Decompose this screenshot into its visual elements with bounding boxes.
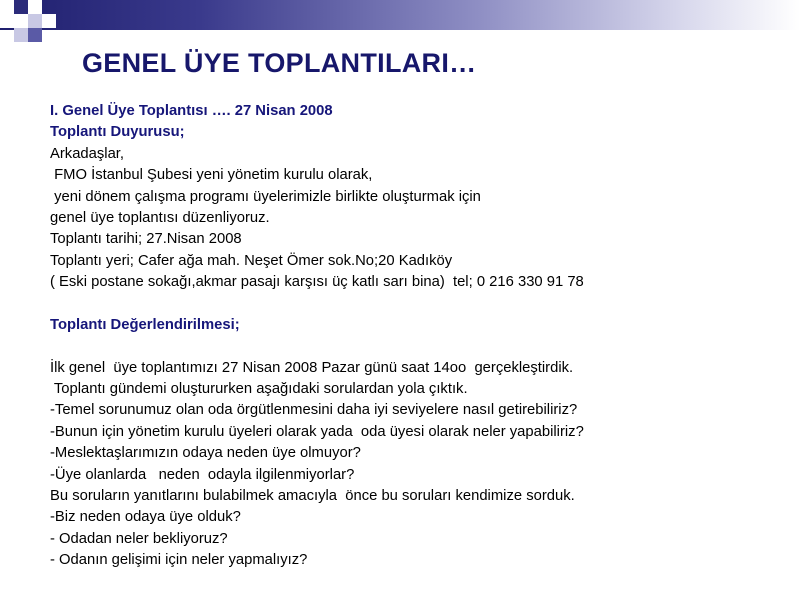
evaluation-line: -Biz neden odaya üye olduk?: [50, 509, 241, 526]
spacer: [50, 336, 790, 357]
announcement-line: Toplantı yeri; Cafer ağa mah. Neşet Ömer sok.No;20 Kadıköy: [50, 252, 453, 269]
evaluation-line: -Üye olanlarda neden odayla ilgilenmiyorlar?: [50, 466, 355, 483]
announcement-line: yeni dönem çalışma programı üyelerimizle birlikte oluşturmak için: [50, 188, 481, 205]
evaluation-line: -Meslektaşlarımızın odaya neden üye olmuyor?: [50, 445, 361, 462]
announcement-line: ( Eski postane sokağı,akmar pasajı karşısı üç katlı sarı bina) tel; 0 216 330 91 78: [50, 274, 584, 291]
evaluation-line: -Temel sorunumuz olan oda örgütlenmesini daha iyi seviyelere nasıl getirebiliriz?: [50, 402, 578, 419]
spacer: [50, 294, 790, 315]
evaluation-line: - Odadan neler bekliyoruz?: [50, 530, 228, 547]
announcement-line: genel üye toplantısı düzenliyoruz.: [50, 209, 270, 226]
evaluation-line: Bu soruların yanıtlarını bulabilmek amacıyla önce bu soruları kendimize sorduk.: [50, 488, 575, 505]
announcement-line: Arkadaşlar,: [50, 145, 125, 162]
evaluation-line: İlk genel üye toplantımızı 27 Nisan 2008 Pazar günü saat 14oo gerçekleştirdik.: [50, 359, 574, 376]
evaluation-line: - Odanın gelişimi için neler yapmalıyız?: [50, 552, 308, 569]
meeting-heading: I. Genel Üye Toplantısı …. 27 Nisan 2008: [50, 103, 333, 119]
announcement-line: Toplantı tarihi; 27.Nisan 2008: [50, 231, 242, 248]
evaluation-line: Toplantı gündemi oluştururken aşağıdaki sorulardan yola çıktık.: [50, 381, 468, 398]
slide-body: [50, 101, 790, 572]
announcement-line: FMO İstanbul Şubesi yeni yönetim kurulu olarak,: [50, 167, 373, 184]
slide-title: GENEL ÜYE TOPLANTILARI…: [82, 48, 477, 78]
announcement-subheading: Toplantı Duyurusu;: [50, 124, 185, 141]
evaluation-line: -Bunun için yönetim kurulu üyeleri olarak yada oda üyesi olarak neler yapabiliriz?: [50, 423, 584, 440]
evaluation-heading: Toplantı Değerlendirilmesi;: [50, 316, 240, 333]
header-gradient-band: [0, 0, 800, 30]
